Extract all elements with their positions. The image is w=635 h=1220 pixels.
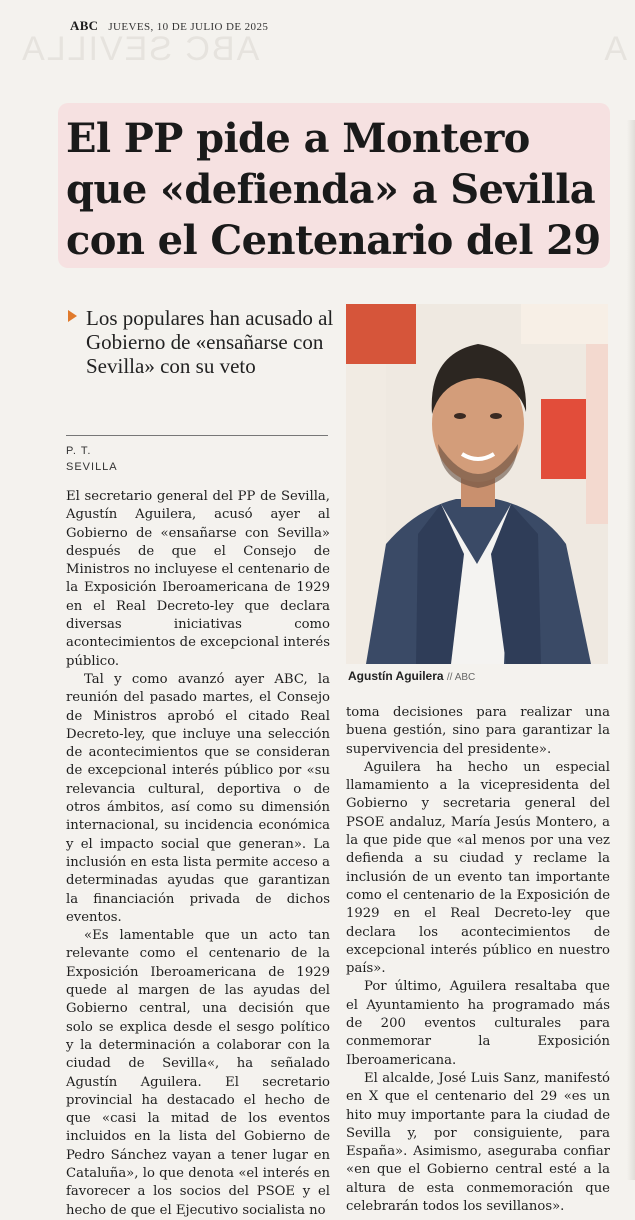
body-paragraph: El secretario general del PP de Sevilla, Agustín Aguilera, acusó ayer al Gobierno de «ensañarse con Sevilla» después de que el Consejo de Ministros no incluyese el centenario de la Exposición Iberoamericana de 1929 en el Real Decreto-ley que declara diversas iniciativas como acontecimientos de excepcional interés público.	[66, 489, 330, 669]
body-paragraph: toma decisiones para realizar una buena gestión, sino para garantizar la supervivencia del presidente».	[346, 705, 610, 757]
photo-caption	[348, 669, 475, 683]
page-header	[70, 18, 268, 34]
body-paragraph: «Es lamentable que un acto tan relevante como el centenario de la Exposición Iberoamericana de 1929 quede al margen de las ayudas del Gobierno central, una decisión que solo se explica desde el sesgo político y la determinación a colaborar con la ciudad de Sevilla«, ha señalado Agustín Aguilera. El secretario provincial ha destacado el hecho de que «casi la mitad de los eventos incluidos en la lista del Gobierno de Pedro Sánchez vayan a tener lugar en Cataluña», lo que denota «el interés en favorecer a los socios del PSOE y el hecho de que el Ejecutivo socialista no	[66, 928, 330, 1218]
newspaper-logo: ABC	[70, 18, 99, 33]
caption-name: Agustín Aguilera	[348, 669, 444, 683]
byline-author: P. T.	[66, 445, 92, 457]
deck-arrow-icon	[68, 310, 77, 322]
body-paragraph: El alcalde, José Luis Sanz, manifestó en X que el centenario del 29 «es un hito muy importante para la ciudad de Sevilla y, por consiguiente, para España». Asimismo, aseguraba confiar «en que el Gobierno central esté a la altura de esta conmemoración que celebrarán todos los sevillanos».	[346, 1070, 610, 1215]
portrait-illustration	[346, 304, 608, 664]
body-paragraph: Aguilera ha hecho un especial llamamiento a la vicepresidenta del Gobierno y secretaria general del PSOE andaluz, María Jesús Montero, a la que pide que «al menos por una vez defienda a su ciudad y reclame la inclusión de un evento tan importante como el centenario de la Exposición de 1929 en el Real Decreto-ley que declara los acontecimientos de excepcional interés público en nuestro país».	[346, 759, 610, 977]
portrait-photo	[346, 304, 608, 664]
byline-divider	[66, 435, 328, 436]
byline	[66, 443, 118, 475]
body-paragraph: Por último, Aguilera resaltaba que el Ayuntamiento ha programado más de 200 eventos culturales para conmemorar la Exposición Iberoamericana.	[346, 979, 610, 1068]
issue-date: JUEVES, 10 DE JULIO DE 2025	[108, 21, 269, 33]
bleed-through-text-right: A	[604, 30, 627, 68]
byline-location: SEVILLA	[66, 461, 118, 473]
article-column-right	[346, 704, 610, 1216]
article-deck	[66, 306, 356, 378]
body-paragraph: Tal y como avanzó ayer ABC, la reunión del pasado martes, el Consejo de Ministros aprobó el citado Real Decreto-ley, que incluye una selección de acontecimientos que se consideran de excepcional interés público por «su relevancia cultural, deportiva o de otros ámbitos, así como su dimensión internacional, su incidencia económica y el impacto social que generan». La inclusión en esta lista permite acceso a determinadas ayudas que garantizan la financiación privada de dichos eventos.	[66, 671, 330, 925]
article-headline: El PP pide a Montero que «defienda» a Sevilla con el Centenario del 29	[66, 115, 601, 264]
page-edge-shadow	[627, 120, 635, 1180]
deck-text: Los populares han acusado al Gobierno de «ensañarse con Sevilla» con su veto	[86, 306, 334, 378]
article-column-left	[66, 488, 330, 1220]
caption-credit: // ABC	[446, 672, 476, 683]
bleed-through-text: ABC SEVILLA	[20, 30, 260, 68]
